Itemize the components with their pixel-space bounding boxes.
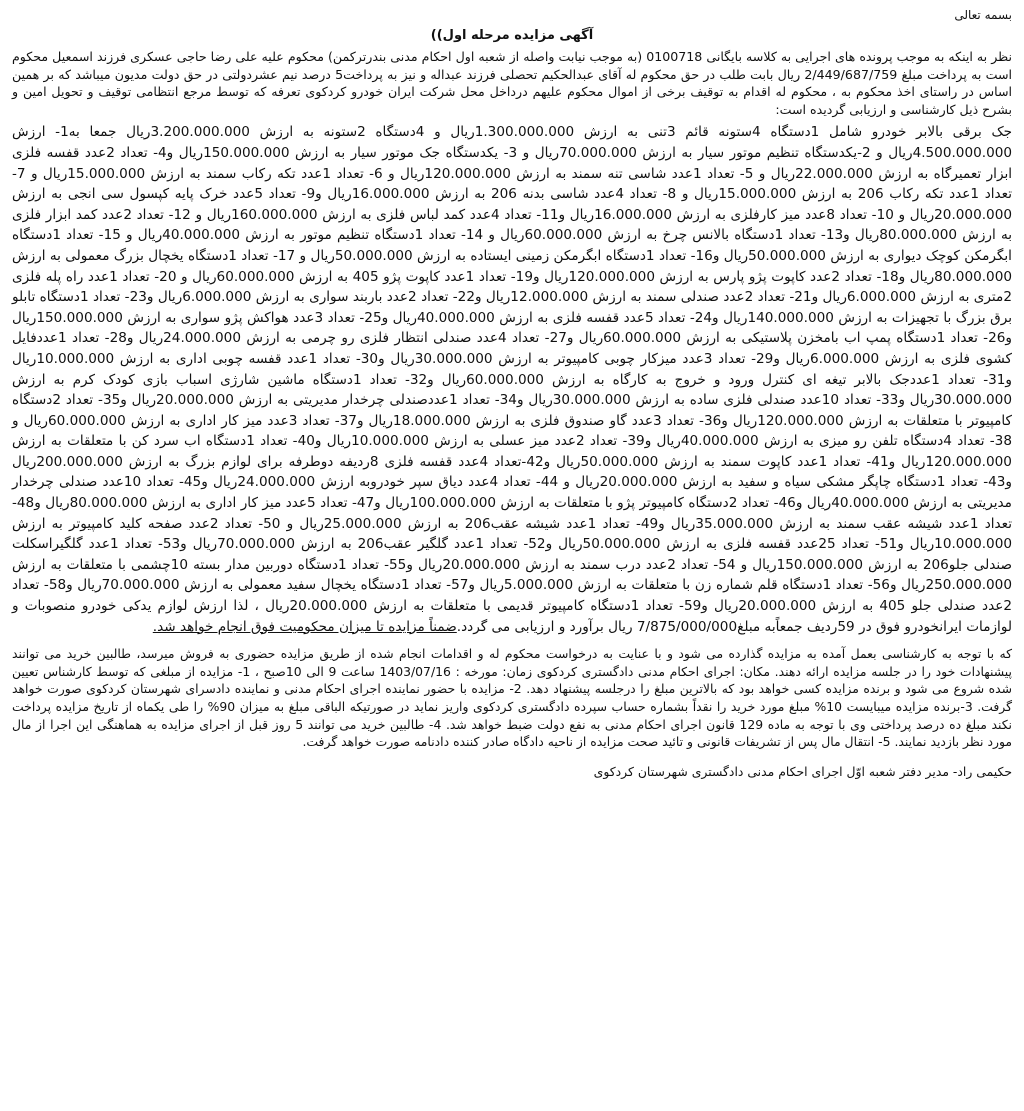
auction-items-paragraph: [12, 122, 1012, 637]
auction-limit-note: ضمناً مزایده تا میزان محکومیت فوق انجام خواهد شد.: [152, 618, 457, 635]
signature-line: حکیمی راد- مدیر دفتر شعبه اوّل اجرای احکام مدنی دادگستری شهرستان کردکوی: [593, 763, 1012, 779]
intro-paragraph: نظر به اینکه به موجب پرونده های اجرایی به کلاسه بایگانی 0100718 (به موجب نیابت واصله از شعبه اول احکام مدنی بندرترکمن) محکوم علیه علی رضا حاجی عسکری فرزند اسمعیل محکوم است به پرداخت مبلغ 2/449/687/759 ریال بابت طلب در حق محکوم له آقای عبدالحکیم تحصلی فرزند عبداله و نیز به پرداخت5 درصد نیم عشردولتی در حق دولت مدیون میباشد که بر همین اساس در راستای اخذ محکوم به ، محکوم له اقدام به توقیف برخی از اموال محکوم علیهم درداخل محل شرکت ایران خودرو کردکوی تعرفه که توسط مرجع انتظامی توقیف و تحویل امین و بشرح ذیل کارشناسی و ارزیابی گردیده است:: [12, 49, 1013, 117]
auction-items-list: جک برقی بالابر خودرو شامل 1دستگاه 4ستونه قائم 3تنی به ارزش 1.300.000.000ریال و 4دستگاه 2ستونه به ارزش 3.200.000.000ریال جمعا به1- ارزش 4.500.000.000ریال و 2-یکدستگاه تنظیم موتور سیار به ارزش 70.000.000ریال و 3- یکدستگاه جک موتور سیار به ارزش 150.000.000ریال و4- تعداد 2عدد قفسه فلزی ابزار تعمیرگاه به ارزش 22.000.000ریال و 5- تعداد 1عدد شاسی تنه سمند به ارزش 120.000.000ریال و 6- تعداد 1عدد تکه رکاب سمند به ارزش 15.000.000ریال و 7- تعداد 1عدد تکه رکاب 206 به ارزش 15.000.000ریال و 8- تعداد 4عدد شاسی بدنه 206 به ارزش 16.000.000ریال و9- تعداد 5عدد خرک پایه کپسول سی انجی به ارزش 20.000.000ریال و 10- تعداد 8عدد میز کارفلزی به ارزش 16.000.000ریال و11- تعداد 4عدد کمد لباس فلزی به ارزش 160.000.000ریال و 12- تعداد 2عدد کمد ابزار فلزی به ارزش 80.000.000ریال و13- تعداد 1دستگاه بالانس چرخ به ارزش 60.000.000ریال و 14- تعداد 1دستگاه تنظیم موتور به ارزش 40.000.000ریال و 15- تعداد 1دستگاه ابگرمکن کوچک دیواری به ارزش 50.000.000ریال و16- تعداد 1دستگاه ابگرمکن زمینی ایستاده به ارزش 50.000.000ریال و 17- تعداد 1دستگاه یخچال بزرگ معمولی به ارزش 80.000.000ریال و18- تعداد 2عدد کاپوت پژو پارس به ارزش 120.000.000ریال و19- تعداد 1عدد کاپوت پژو 405 به ارزش 60.000.000ریال و 20- تعداد 1عدد راه پله فلزی 2متری به ارزش 6.000.000ریال و21- تعداد 2عدد صندلی سمند به ارزش 12.000.000ریال و22- تعداد 2عدد باربند سواری به ارزش 6.000.000ریال و23- تعداد 1دستگاه تابلو برق بزرگ با تجهیزات به ارزش 140.000.000ریال و24- تعداد 5عدد قفسه فلزی به ارزش 40.000.000ریال و25- تعداد 3عدد هواکش پژو سواری به ارزش 150.000.000ریال و26- تعداد 1دستگاه پمپ اب بامخزن پلاستیکی به ارزش 60.000.000ریال و27- تعداد 4عدد صندلی انتظار فلزی رو چرمی به ارزش 24.000.000ریال و28- تعداد 1عددفایل کشوی فلزی به ارزش 6.000.000ریال و29- تعداد 3عدد میزکار چوبی کامپیوتر به ارزش 30.000.000ریال و30- تعداد 1عدد قفسه چوبی اداری به ارزش 10.000.000ریال و31- تعداد 1عددجک بالابر تیغه ای کنترل ورود و خروج به کارگاه به ارزش 60.000.000ریال و32- تعداد 1دستگاه ماشین شارژی اسباب بازی کودک کرم به ارزش 30.000.000ریال و33- تعداد 10عدد صندلی فلزی ساده به ارزش 30.000.000ریال و34- تعداد 1عددصندلی چرخدار مدیریتی به ارزش 20.000.000ریال و35- تعداد 2دستگاه کامپیوتر با متعلقات به ارزش 120.000.000ریال و36- تعداد 3عدد گاو صندوق فلزی به ارزش 18.000.000ریال و37- تعداد 3عدد میز کار اداری به ارزش 60.000.000ریال و 38- تعداد 4دستگاه تلفن رو میزی به ارزش 40.000.000ریال و39- تعداد 2عدد میز عسلی به ارزش 10.000.000ریال و40- تعداد 1دستگاه اب سرد کن با متعلقات به ارزش 120.000.000ریال و41- تعداد 1عدد کاپوت سمند به ارزش 50.000.000ریال و42-تعداد 4عدد قفسه فلزی 8ردیفه دوطرفه برای لوازم بزرگ به ارزش 200.000.000ریال و43- تعداد 1دستگاه چاپگر مشکی سیاه و سفید به ارزش 20.000.000ریال و 44- تعداد 4عدد دیاق سپر خودروبه ارزش 24.000.000ریال و45- تعداد 10عدد صندلی چرخدار مدیریتی به ارزش 40.000.000ریال و46- تعداد 2دستگاه کامپیوتر پژو با متعلقات به ارزش 100.000.000ریال و47- تعداد 5عدد میز کار اداری به ارزش 80.000.000ریال و48- تعداد 1عدد شیشه عقب سمند به ارزش 35.000.000ریال و49- تعداد 1عدد شیشه عقب206 به ارزش 25.000.000ریال و 50- تعداد 2عدد صفحه کلید کامپیوتر به ارزش 10.000.000ریال و51- تعداد 25عدد قفسه فلزی به ارزش 50.000.000ریال و52- تعداد 1عدد گلگیر عقب206 به ارزش 70.000.000ریال و53- تعداد 1عدد گلگیراسکلت صندلی جلو206 به ارزش 150.000.000ریال و 54- تعداد 2عدد درب سمند به ارزش 20.000.000ریال و55- تعداد 1دستگاه دوربین مدار بسته 10چشمی با متعلقات به ارزش 250.000.000ریال و56- تعداد 1دستگاه قلم شماره زن با متعلقات به ارزش 5.000.000ریال و57- تعداد 1دستگاه یخچال سفید معمولی به ارزش 70.000.000ریال و58- تعداد 2عدد صندلی جلو 405 به ارزش 20.000.000ریال و59- تعداد 1دستگاه کامپیوتر قدیمی با متعلقات به ارزش 20.000.000ریال ، لذا ارزش لوازم یدکی خودرو منصوبات و لوازمات ایرانخودرو فوق در 59ردیف جمعاًبه مبلغ7/875/000/000 ریال برآورد و ارزیابی می گردد.: [12, 124, 1013, 635]
bismillah-heading: بسمه تعالی: [954, 8, 1012, 22]
notice-title: آگهی مزایده مرحله اول)): [430, 28, 594, 43]
auction-terms-paragraph: که با توجه به کارشناسی بعمل آمده به مزایده گذارده می شود و با عنایت به درخواست محکوم له و اقدامات انجام شده از طریق مزایده حضوری به فروش میرسد، طالبین خرید می توانند پیشنهادات خود را در جلسه مزایده ارائه دهند. مکان: اجرای احکام مدنی دادگستری کردکوی زمان: مورخه : 1403/07/16 ساعت 9 الی 10صبح ، 1- مزایده از مبلغی که توسط کارشناس تعیین شده شروع می شود و برنده مزایده کسی خواهد بود که بالاترین مبلغ را درجلسه پیشنهاد دهد. 2- مزایده با حضور نماینده اجرای احکام مدنی و نماینده دادسرای شهرستان کردکوی صورت خواهد گرفت. 3-برنده مزایده میبایست 10% مبلغ مورد خرید را نقداً بشماره حساب سپرده دادگستری کردکوی واریز نماید در صورتیکه الباقی مبلغ به میزان 90% را طی یکماه از تاریخ مزایده پرداخت نکند مبلغ ده درصد پرداختی وی با توجه به ماده 129 قانون اجرای احکام مدنی به نفع دولت ضبط خواهد شد. 4- طالبین خرید می توانند 5 روز قبل از اجرای مزایده به هماهنگی این اجرا از مال مورد نظر بازدید نمایند. 5- انتقال مال پس از تشریفات قانونی و تائید صحت مزایده از ناحیه دادگاه صادر کننده دادنامه صورت خواهد گرفت.: [12, 646, 1013, 750]
